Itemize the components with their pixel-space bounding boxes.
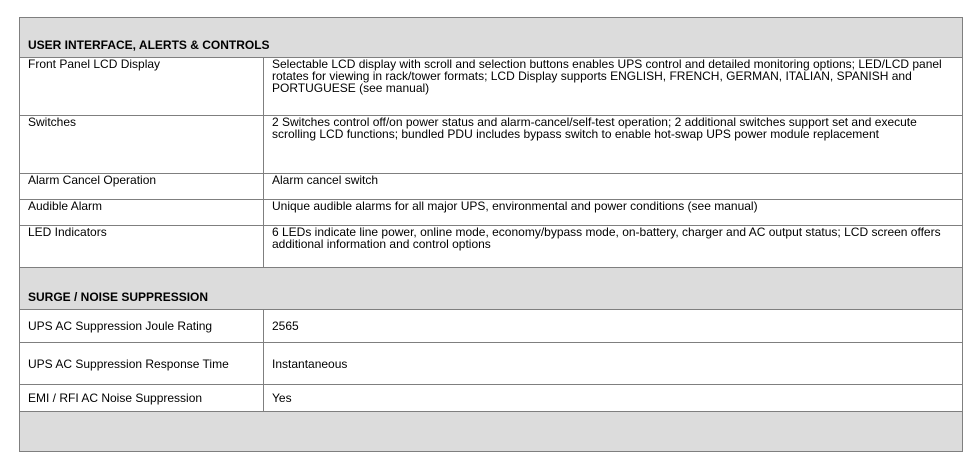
spec-value: 2 Switches control off/on power status and alarm-cancel/self-test operation; 2 additional switches support set and execute scrolling LCD functions; bundled PDU includes bypass switch to enable hot-swap UPS power module replacement: [264, 116, 963, 174]
spec-value: 2565: [264, 310, 963, 343]
spec-label: Front Panel LCD Display: [20, 58, 264, 116]
section-header-surge-noise-suppression: [20, 268, 963, 310]
spec-value: Yes: [264, 385, 963, 412]
spec-label: Alarm Cancel Operation: [20, 174, 264, 200]
table-row: [20, 343, 963, 385]
table-row: [20, 310, 963, 343]
table-row: [20, 385, 963, 412]
spec-label: UPS AC Suppression Response Time: [20, 343, 264, 385]
table-row: [20, 200, 963, 226]
spec-label: Switches: [20, 116, 264, 174]
section-header-next: [20, 412, 963, 452]
spec-label: LED Indicators: [20, 226, 264, 268]
table-row: [20, 226, 963, 268]
section-header-user-interface: [20, 18, 963, 58]
spec-label: EMI / RFI AC Noise Suppression: [20, 385, 264, 412]
spec-table: [19, 17, 963, 452]
spec-label: UPS AC Suppression Joule Rating: [20, 310, 264, 343]
spec-value: Unique audible alarms for all major UPS, environmental and power conditions (see manual): [264, 200, 963, 226]
spec-value: Instantaneous: [264, 343, 963, 385]
section-title: USER INTERFACE, ALERTS & CONTROLS: [20, 18, 963, 58]
section-title: SURGE / NOISE SUPPRESSION: [20, 268, 963, 310]
spec-label: Audible Alarm: [20, 200, 264, 226]
spec-value: Selectable LCD display with scroll and selection buttons enables UPS control and detailed monitoring options; LED/LCD panel rotates for viewing in rack/tower formats; LCD Display supports ENGLISH, FRENCH, GERMAN, ITALIAN, SPANISH and PORTUGUESE (see manual): [264, 58, 963, 116]
spec-value: 6 LEDs indicate line power, online mode, economy/bypass mode, on-battery, charger and AC output status; LCD screen offers additional information and control options: [264, 226, 963, 268]
table-row: [20, 58, 963, 116]
table-row: [20, 116, 963, 174]
table-row: [20, 174, 963, 200]
spec-value: Alarm cancel switch: [264, 174, 963, 200]
